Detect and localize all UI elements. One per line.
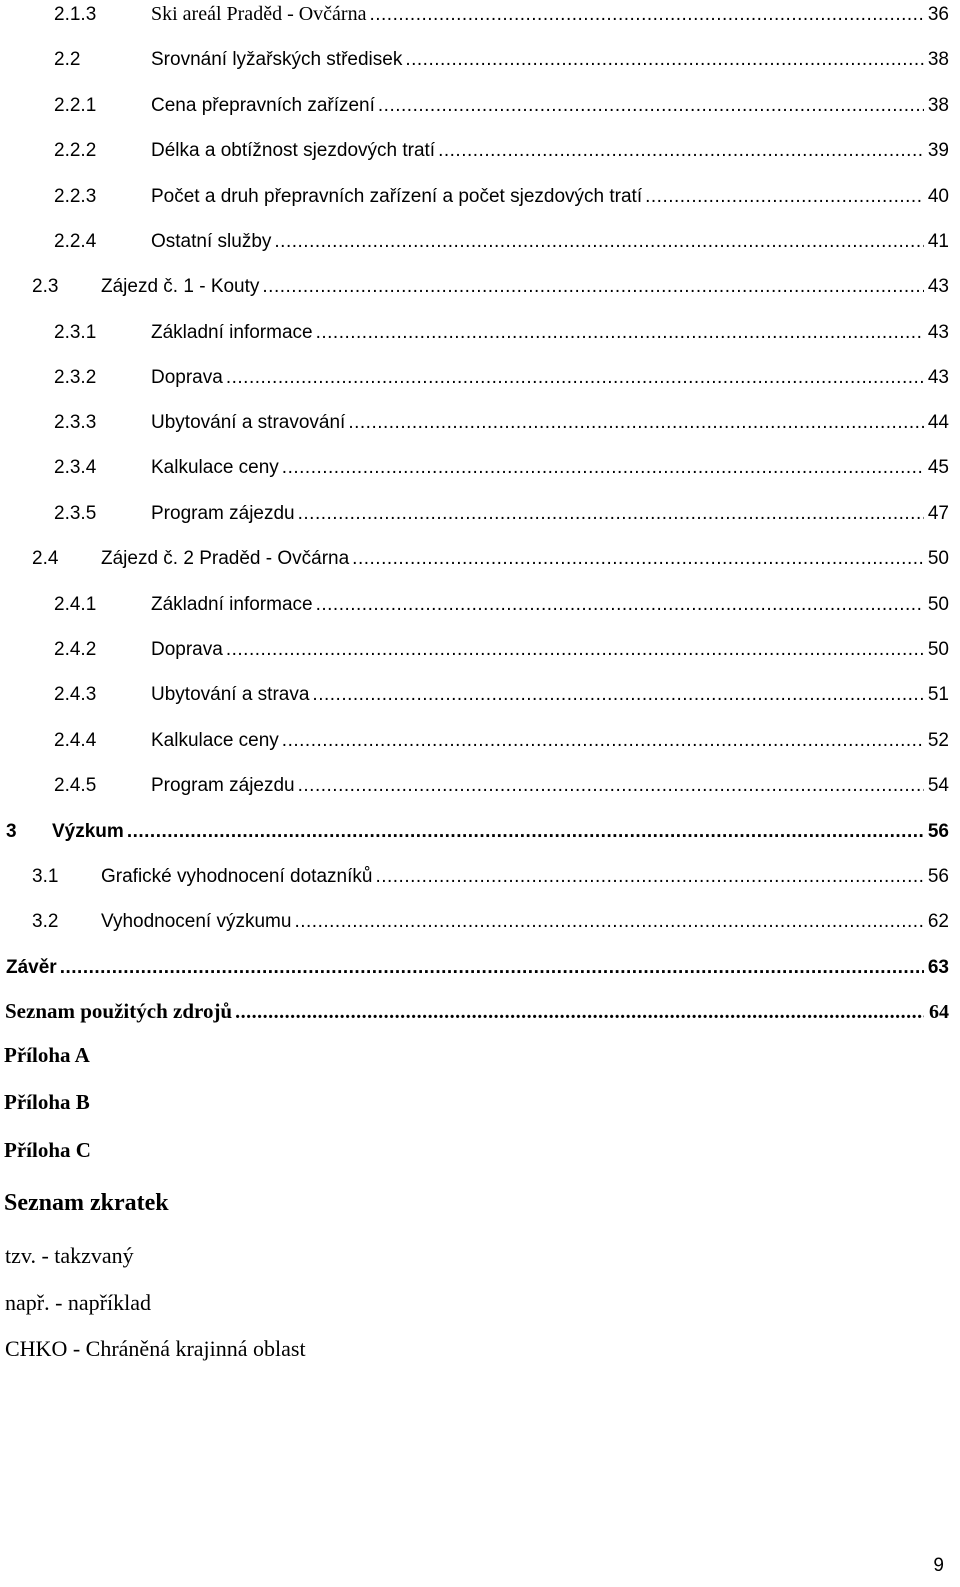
toc-entry-page: 41 (927, 231, 949, 252)
toc-leader-dots (298, 775, 924, 797)
toc-entry-title: Základní informace (151, 594, 313, 615)
toc-leader-dots (378, 95, 924, 117)
toc-entry-title: Kalkulace ceny (151, 730, 279, 751)
toc-entry-page: 54 (927, 775, 949, 796)
toc-entry[interactable] (0, 359, 960, 389)
toc-leader-dots (438, 140, 924, 162)
toc-entry-page: 50 (927, 639, 949, 660)
toc-entry-number: 2.4.2 (54, 639, 97, 660)
toc-leader-dots (226, 639, 924, 661)
toc-entry-number: 2.4.3 (54, 684, 97, 705)
toc-entry-page: 38 (927, 95, 949, 116)
toc-entry-title: Délka a obtížnost sjezdových tratí (151, 140, 436, 161)
toc-entry-page: 51 (927, 684, 949, 705)
toc-entry[interactable] (0, 676, 960, 706)
toc-entry-title: Kalkulace ceny (151, 457, 279, 478)
toc-entry-title: Srovnání lyžařských středisek (151, 49, 403, 70)
toc-entry[interactable] (0, 631, 960, 661)
toc-entry[interactable] (0, 223, 960, 253)
toc-entry-title: Ubytování a strava (151, 684, 310, 705)
appendix-heading-c[interactable]: Příloha C (4, 1138, 91, 1162)
abbreviation-item: např. - například (5, 1290, 151, 1315)
toc-entry[interactable] (0, 41, 960, 71)
toc-entry-page: 40 (927, 186, 949, 207)
toc-leader-dots (352, 548, 924, 570)
toc-entry-title: Doprava (151, 367, 223, 388)
toc-leader-dots (645, 186, 924, 208)
toc-leader-dots (282, 730, 924, 752)
toc-entry-number: 3 (6, 821, 17, 842)
toc-entry-page: 45 (927, 457, 949, 478)
toc-leader-dots (226, 367, 924, 389)
toc-entry-number: 2.2.4 (54, 231, 97, 252)
toc-entry[interactable] (0, 495, 960, 525)
toc-leader-dots (235, 1001, 924, 1024)
toc-leader-dots (348, 412, 924, 434)
toc-leader-dots (282, 457, 924, 479)
toc-leader-dots (312, 684, 924, 706)
toc-leader-dots (262, 276, 924, 298)
toc-entry-number: 2.3 (32, 276, 59, 297)
toc-entry[interactable] (0, 858, 960, 888)
toc-leader-dots (369, 4, 924, 26)
toc-entry-title: Vyhodnocení výzkumu (101, 911, 292, 932)
toc-entry-title: Zájezd č. 1 - Kouty (101, 276, 260, 297)
toc-entry-title: Základní informace (151, 322, 313, 343)
toc-entry-number: 2.4 (32, 548, 59, 569)
toc-entry-number: 2.4.5 (54, 775, 97, 796)
toc-entry-page: 56 (927, 866, 949, 887)
toc-leader-dots (294, 911, 924, 933)
toc-entry-number: 2.3.5 (54, 503, 97, 524)
toc-entry-title: Cena přepravních zařízení (151, 95, 375, 116)
toc-entry-page: 36 (927, 4, 949, 25)
toc-entry-title: Seznam použitých zdrojů (5, 999, 233, 1023)
toc-entry-title: Počet a druh přepravních zařízení a počet sjezdových tratí (151, 186, 643, 207)
toc-entry-title: Grafické vyhodnocení dotazníků (101, 866, 373, 887)
toc-entry[interactable] (0, 132, 960, 162)
toc-entry-page: 43 (927, 367, 949, 388)
toc-entry[interactable] (0, 87, 960, 117)
toc-entry-page: 50 (927, 548, 949, 569)
toc-entry-title: Program zájezdu (151, 775, 295, 796)
toc-entry-title: Ostatní služby (151, 231, 272, 252)
toc-entry[interactable] (0, 404, 960, 434)
toc-entry-page: 43 (927, 276, 949, 297)
toc-entry-number: 2.1.3 (54, 4, 97, 25)
toc-entry[interactable] (0, 722, 960, 752)
toc-entry-number: 3.2 (32, 911, 59, 932)
toc-entry-page: 50 (927, 594, 949, 615)
toc-entry-page: 39 (927, 140, 949, 161)
toc-leader-dots (127, 821, 924, 843)
toc-entry-title: Závěr (6, 957, 57, 978)
toc-entry[interactable] (0, 540, 960, 570)
toc-entry-number: 2.2.3 (54, 186, 97, 207)
toc-entry-title: Výzkum (52, 821, 124, 842)
toc-entry[interactable] (0, 268, 960, 298)
toc-entry-page: 38 (927, 49, 949, 70)
toc-entry-page: 44 (927, 412, 949, 433)
toc-entry[interactable] (0, 449, 960, 479)
toc-entry-number: 2.3.3 (54, 412, 97, 433)
toc-entry-number: 2.2.2 (54, 140, 97, 161)
toc-entry-title: Zájezd č. 2 Praděd - Ovčárna (101, 548, 350, 569)
toc-entry-number: 2.3.1 (54, 322, 97, 343)
toc-entry[interactable] (0, 314, 960, 344)
abbreviation-item: tzv. - takzvaný (5, 1243, 134, 1268)
toc-leader-dots (298, 503, 924, 525)
toc-entry-page: 47 (927, 503, 949, 524)
toc-entry-chapter[interactable] (0, 813, 960, 843)
toc-leader-dots (375, 866, 924, 888)
abbreviations-title: Seznam zkratek (4, 1190, 169, 1216)
toc-entry-number: 2.4.4 (54, 730, 97, 751)
toc-entry[interactable] (0, 178, 960, 208)
toc-entry-chapter[interactable] (0, 994, 960, 1024)
toc-entry-title: Ubytování a stravování (151, 412, 346, 433)
toc-entry-title: Ski areál Praděd - Ovčárna (151, 3, 367, 25)
toc-entry-number: 3.1 (32, 866, 59, 887)
appendix-heading-b[interactable]: Příloha B (4, 1090, 90, 1114)
toc-entry-number: 2.3.4 (54, 457, 97, 478)
toc-entry-page: 52 (927, 730, 949, 751)
toc-entry-page: 56 (927, 821, 949, 842)
toc-entry-chapter[interactable] (0, 949, 960, 979)
toc-entry-number: 2.4.1 (54, 594, 97, 615)
toc-leader-dots (316, 594, 924, 616)
toc-leader-dots (316, 322, 924, 344)
toc-entry[interactable] (0, 767, 960, 797)
toc-leader-dots (274, 231, 924, 253)
toc-entry[interactable] (0, 586, 960, 616)
toc-entry-page: 64 (929, 1001, 949, 1023)
toc-entry-title: Doprava (151, 639, 223, 660)
page-number: 9 (933, 1555, 944, 1576)
toc-leader-dots (60, 957, 924, 979)
toc-leader-dots (405, 49, 924, 71)
toc-entry-page: 62 (927, 911, 949, 932)
abbreviation-item: CHKO - Chráněná krajinná oblast (5, 1336, 306, 1361)
toc-entry-page: 43 (927, 322, 949, 343)
appendix-heading-a[interactable]: Příloha A (4, 1043, 90, 1067)
toc-entry-page: 63 (927, 957, 949, 978)
toc-entry-number: 2.2.1 (54, 95, 97, 116)
toc-entry-number: 2.3.2 (54, 367, 97, 388)
toc-entry-number: 2.2 (54, 49, 81, 70)
toc-entry[interactable] (0, 0, 960, 26)
toc-entry-title: Program zájezdu (151, 503, 295, 524)
toc-entry[interactable] (0, 903, 960, 933)
